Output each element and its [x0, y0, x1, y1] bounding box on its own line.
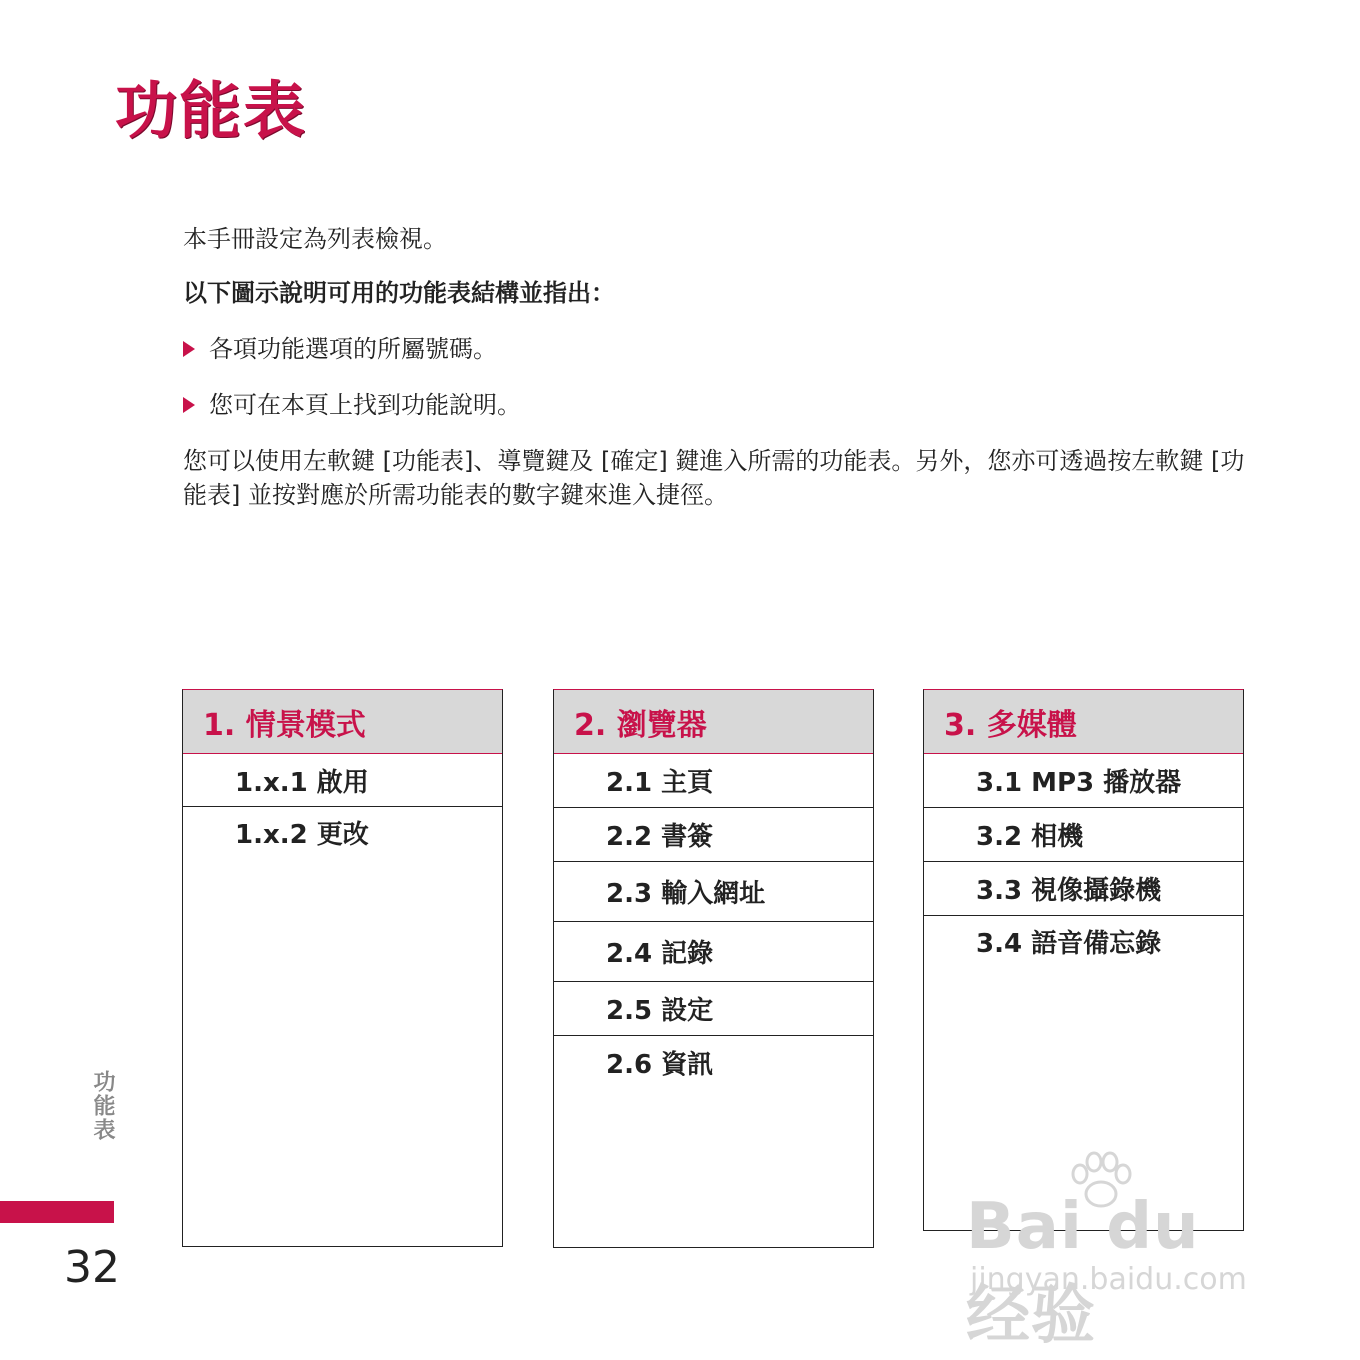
menu-header: 1. 情景模式 — [183, 690, 502, 754]
side-section-label: 功能表 — [90, 1070, 115, 1142]
menu-item[interactable]: 3.3 視像攝錄機 — [924, 862, 1243, 916]
instructions-paragraph: 您可以使用左軟鍵 [功能表]、導覽鍵及 [確定] 鍵進入所需的功能表。另外，您亦可透過按左軟鍵 [功能表] 並按對應於所需功能表的數字鍵來進入捷徑。 — [183, 447, 1245, 509]
menu-header: 3. 多媒體 — [924, 690, 1243, 754]
side-accent-bar — [0, 1201, 114, 1223]
menu-item[interactable]: 2.2 書簽 — [554, 808, 873, 862]
menu-item[interactable]: 2.1 主頁 — [554, 754, 873, 808]
menu-item[interactable]: 1.x.1 啟用 — [183, 754, 502, 807]
triangle-bullet-icon — [183, 397, 195, 413]
menu-item[interactable]: 2.5 設定 — [554, 982, 873, 1036]
bullet-item — [183, 332, 1263, 366]
menu-item[interactable]: 3.2 相機 — [924, 808, 1243, 862]
watermark-brand: Bai du 经验 — [966, 1190, 1200, 1353]
menu-item[interactable]: 3.4 語音備忘錄 — [976, 928, 1162, 959]
watermark — [966, 1150, 1286, 1353]
page-title: 功能表 — [115, 74, 308, 147]
menu-item[interactable]: 2.4 記錄 — [554, 922, 873, 982]
menu-item[interactable]: 2.6 資訊 — [606, 1049, 714, 1080]
triangle-bullet-icon — [183, 341, 195, 357]
menu-header: 2. 瀏覽器 — [554, 690, 873, 754]
menu-box-profiles — [182, 689, 503, 1247]
menu-box-browser — [553, 689, 874, 1248]
bullet-text: 您可在本頁上找到功能說明。 — [209, 391, 521, 419]
intro-line: 本手冊設定為列表檢視。 — [183, 225, 447, 253]
bullet-item — [183, 388, 1263, 422]
menu-item[interactable]: 1.x.2 更改 — [235, 819, 369, 850]
intro-section — [183, 222, 1263, 512]
page-number: 32 — [64, 1242, 120, 1293]
bullet-text: 各項功能選項的所屬號碼。 — [209, 335, 497, 363]
intro-heading: 以下圖示說明可用的功能表結構並指出： — [183, 279, 615, 307]
menu-item[interactable]: 3.1 MP3 播放器 — [924, 754, 1243, 808]
watermark-url: jingyan.baidu.com — [970, 1262, 1247, 1297]
menu-item[interactable]: 2.3 輸入網址 — [554, 862, 873, 922]
